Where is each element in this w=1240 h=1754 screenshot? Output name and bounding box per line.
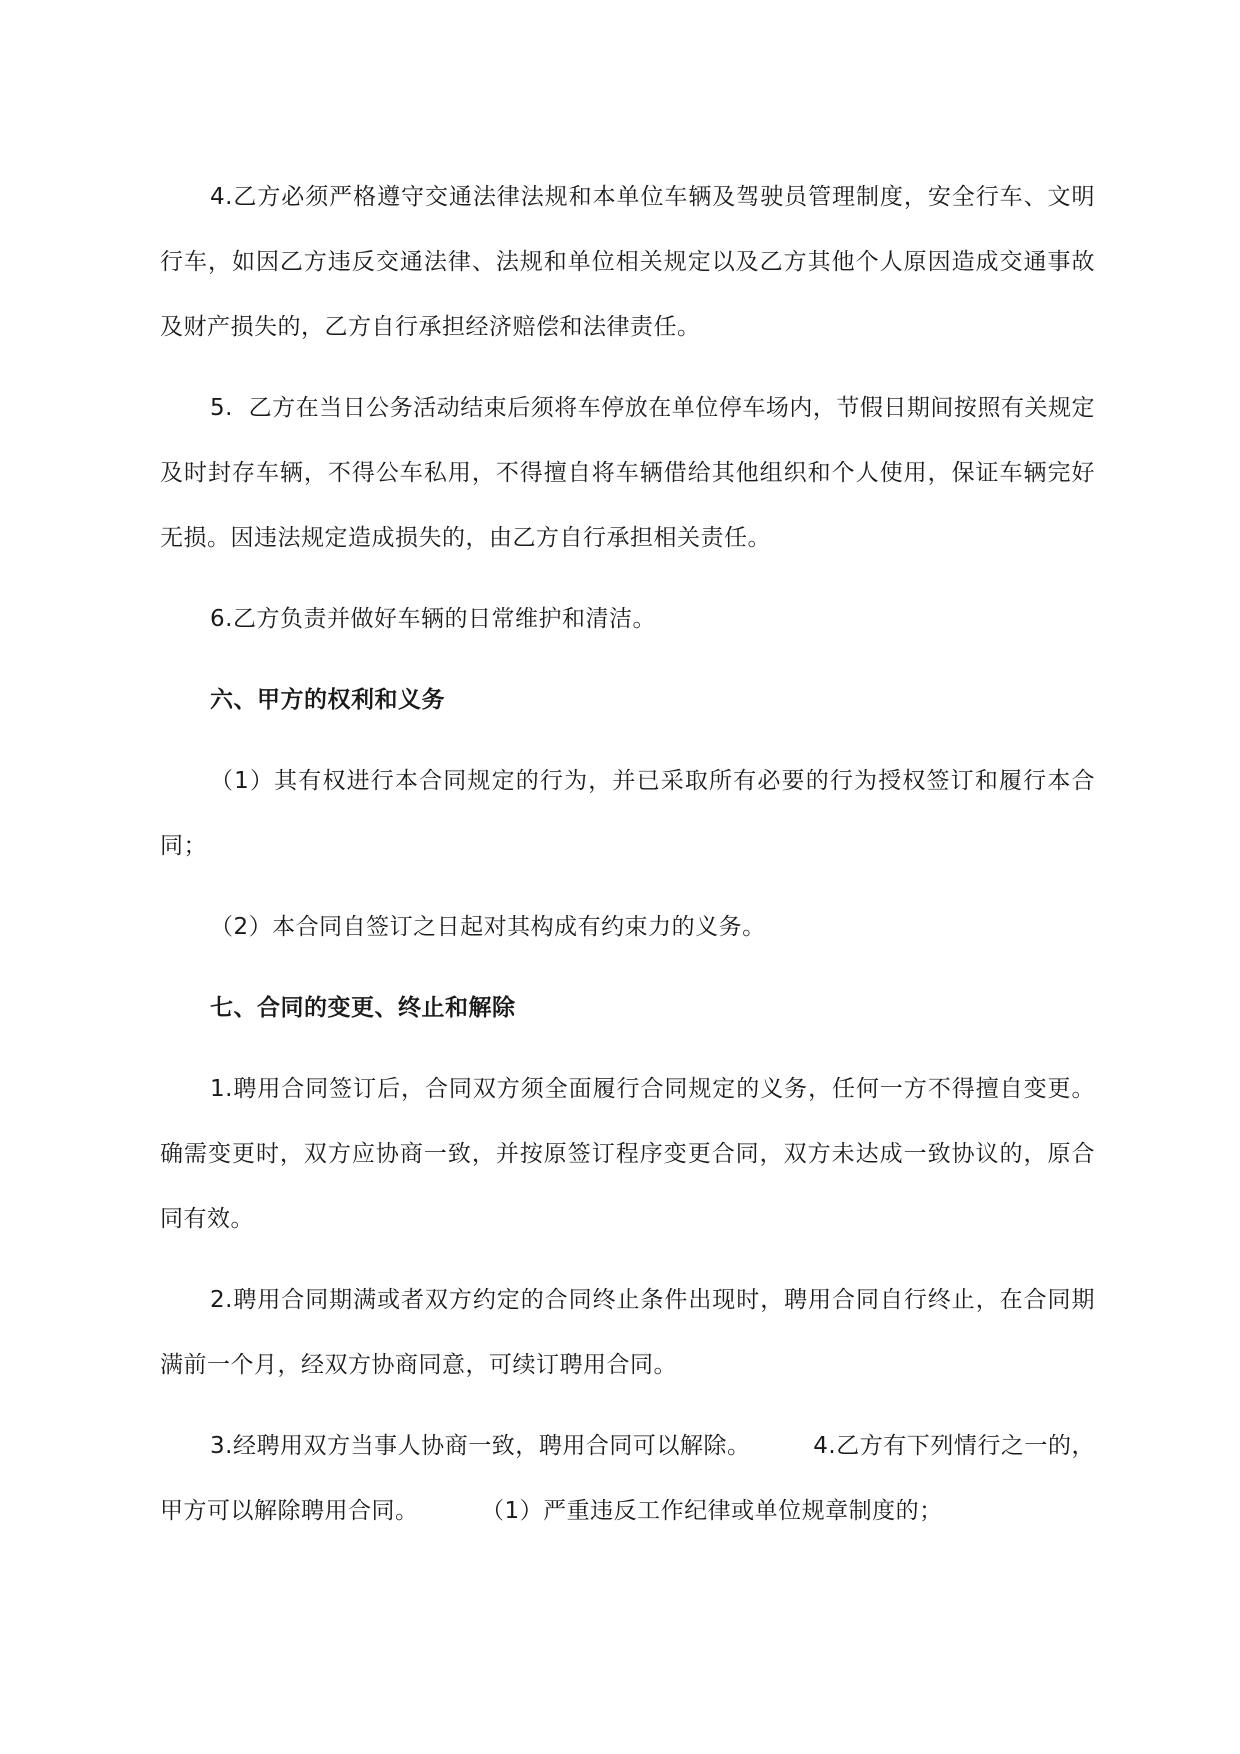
section-6-heading: 六、甲方的权利和义务 [210, 687, 445, 713]
section-7-clause-2: 2.聘用合同期满或者双方约定的合同终止条件出现时，聘用合同自行终止，在合同期满前一个月，经双方协商同意，可续订聘用合同。 [160, 1287, 1095, 1378]
clause-5-parking: 5. 乙方在当日公务活动结束后须将车停放在单位停车场内，节假日期间按照有关规定及时封存车辆，不得公车私用，不得擅自将车辆借给其他组织和个人使用，保证车辆完好无损。因违法规定造成损失的，由乙方自行承担相关责任。 [160, 395, 1095, 551]
section-7-clause-3-4: 3.经聘用双方当事人协商一致，聘用合同可以解除。 4.乙方有下列情行之一的，甲方可以解除聘用合同。 （1）严重违反工作纪律或单位规章制度的； [160, 1433, 1095, 1524]
section-7-heading: 七、合同的变更、终止和解除 [210, 995, 516, 1021]
section-6-item-2: （2）本合同自签订之日起对其构成有约束力的义务。 [210, 914, 766, 940]
document-body [160, 165, 1095, 1560]
section-7-clause-1: 1.聘用合同签订后，合同双方须全面履行合同规定的义务，任何一方不得擅自变更。确需变更时，双方应协商一致，并按原签订程序变更合同，双方未达成一致协议的，原合同有效。 [160, 1076, 1095, 1232]
section-6-item-1: （1）其有权进行本合同规定的行为，并已采取所有必要的行为授权签订和履行本合同； [160, 768, 1095, 859]
clause-6-maintenance: 6.乙方负责并做好车辆的日常维护和清洁。 [210, 606, 656, 632]
clause-4-traffic-law: 4.乙方必须严格遵守交通法律法规和本单位车辆及驾驶员管理制度，安全行车、文明行车，如因乙方违反交通法律、法规和单位相关规定以及乙方其他个人原因造成交通事故及财产损失的，乙方自行承担经济赔偿和法律责任。 [160, 184, 1095, 340]
